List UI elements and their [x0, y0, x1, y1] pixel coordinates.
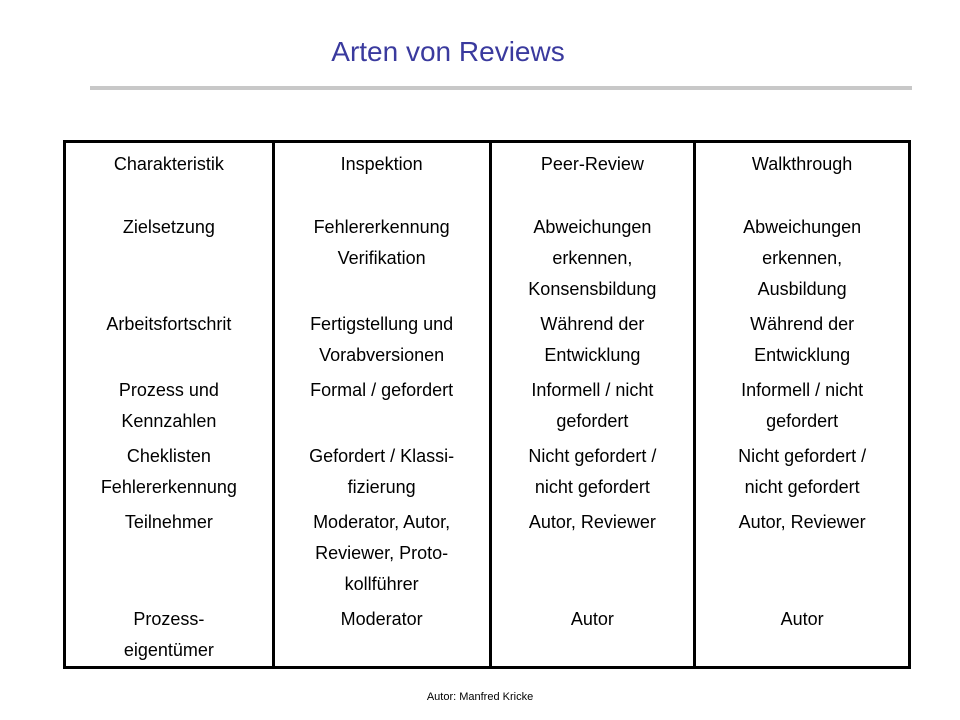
row-label: Teilnehmer [124, 512, 213, 532]
header-walkthrough: Walkthrough [695, 142, 910, 209]
header-charakteristik: Charakteristik [113, 154, 224, 174]
table-header-row [65, 142, 910, 209]
table-row [65, 208, 910, 305]
table-row [65, 437, 910, 503]
table-row [65, 600, 910, 668]
table-cell: Informell / nicht gefordert [695, 371, 910, 437]
table-cell: Autor [695, 600, 910, 668]
header-inspektion: Inspektion [273, 142, 490, 209]
header-peer-review: Peer-Review [490, 142, 695, 209]
row-label: Arbeitsfortschrit [106, 314, 232, 334]
table-row [65, 503, 910, 600]
table-cell: Autor [490, 600, 695, 668]
row-label: Cheklisten Fehlererkennung [100, 446, 237, 497]
table-cell: Nicht gefordert / nicht gefordert [695, 437, 910, 503]
author-footer: Autor: Manfred Kricke [426, 691, 534, 703]
slide-title: Arten von Reviews [331, 36, 565, 67]
table-cell: Während der Entwicklung [695, 305, 910, 371]
table-cell: Abweichungen erkennen, Konsensbildung [490, 208, 695, 305]
table-cell: Autor, Reviewer [490, 503, 695, 600]
table-row [65, 305, 910, 371]
table-cell: Moderator, Autor, Reviewer, Proto- kollführer [273, 503, 490, 600]
table-cell: Fehlererkennung Verifikation [273, 208, 490, 305]
table-cell: Autor, Reviewer [695, 503, 910, 600]
table-cell: Formal / gefordert [273, 371, 490, 437]
table-row [65, 371, 910, 437]
table-cell: Gefordert / Klassi- fizierung [273, 437, 490, 503]
title-divider [90, 86, 912, 90]
table-cell: Abweichungen erkennen, Ausbildung [695, 208, 910, 305]
review-types-table [63, 140, 911, 669]
row-label: Prozess und Kennzahlen [118, 380, 219, 431]
table-cell: Fertigstellung und Vorabversionen [273, 305, 490, 371]
table-cell: Moderator [273, 600, 490, 668]
row-label: Zielsetzung [122, 217, 215, 237]
row-label: Prozess- eigentümer [123, 609, 214, 660]
table-cell: Informell / nicht gefordert [490, 371, 695, 437]
table-cell: Während der Entwicklung [490, 305, 695, 371]
table-cell: Nicht gefordert / nicht gefordert [490, 437, 695, 503]
